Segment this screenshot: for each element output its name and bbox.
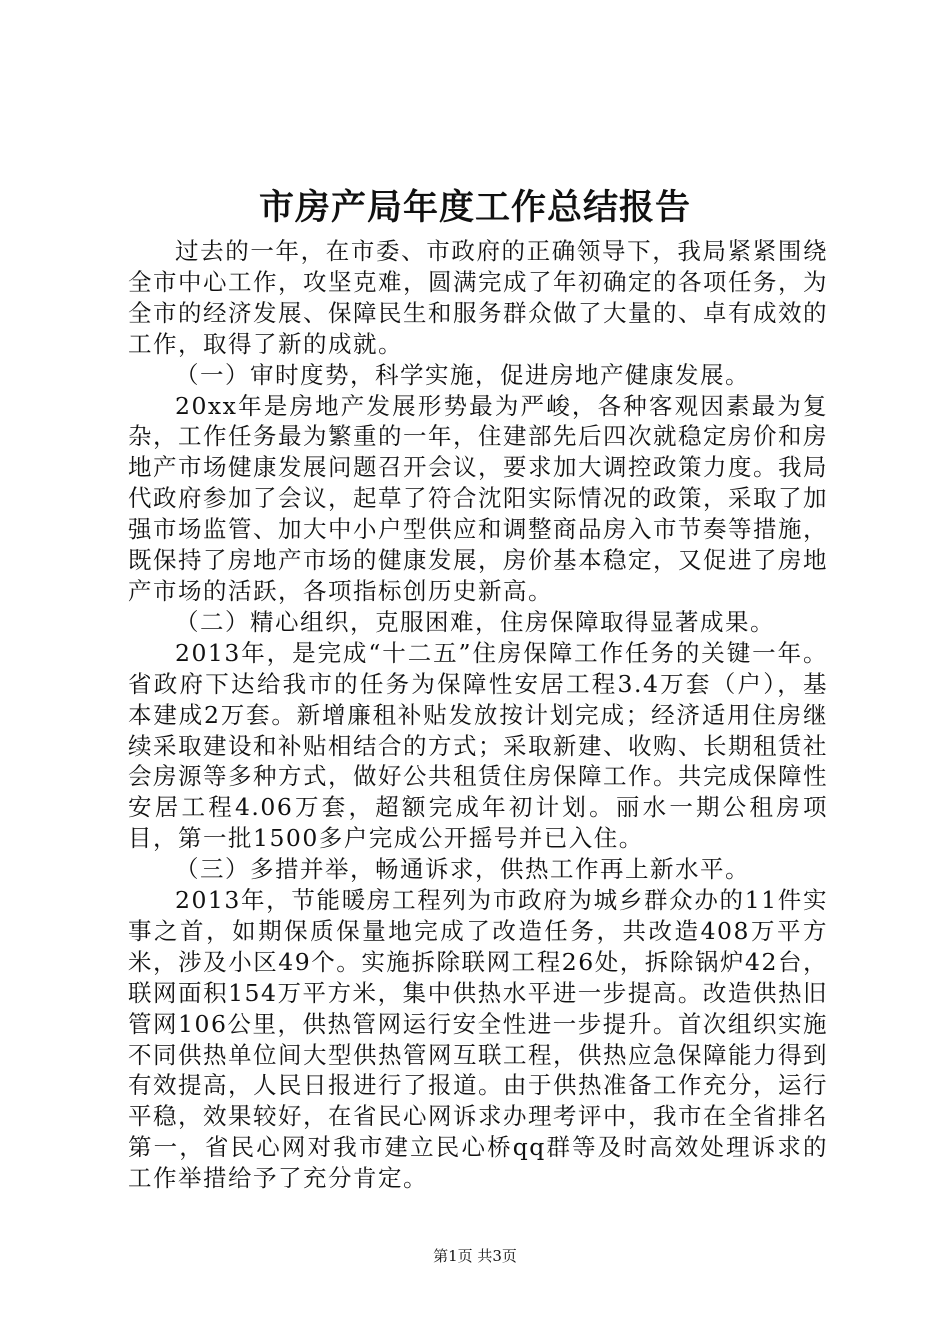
paragraph-real-estate: 20xx年是房地产发展形势最为严峻，各种客观因素最为复杂，工作任务最为繁重的一年，住建部先后四次就稳定房价和房地产市场健康发展问题召开会议，要求加大调控政策力度。我局代政府参加了会议，起草了符合沈阳实际情况的政策，采取了加强市场监管、加大中小户型供应和调整商品房入市节奏等措施，既保持了房地产市场的健康发展，房价基本稳定，又促进了房地产市场的活跃，各项指标创历史新高。 bbox=[128, 391, 828, 605]
section-heading-1: （一）审时度势，科学实施，促进房地产健康发展。 bbox=[175, 360, 750, 389]
paragraph-housing-security: 2013年，是完成“十二五”住房保障工作任务的关键一年。省政府下达给我市的任务为保障性安居工程3.4万套（户），基本建成2万套。新增廉租补贴发放按计划完成；经济适用住房继续采取建设和补贴相结合的方式；采取新建、收购、长期租赁社会房源等多种方式，做好公共租赁住房保障工作。共完成保障性安居工程4.06万套，超额完成年初计划。丽水一期公租房项目，第一批1500多户完成公开摇号并已入住。 bbox=[128, 638, 828, 853]
document-body bbox=[128, 236, 828, 1194]
section-heading-2: （二）精心组织，克服困难，住房保障取得显著成果。 bbox=[175, 607, 775, 636]
document-title: 市房产局年度工作总结报告 bbox=[258, 187, 691, 228]
paragraph-intro: 过去的一年，在市委、市政府的正确领导下，我局紧紧围绕全市中心工作，攻坚克难，圆满完成了年初确定的各项任务，为全市的经济发展、保障民生和服务群众做了大量的、卓有成效的工作，取得了新的成就。 bbox=[128, 237, 828, 358]
page-footer: 第1页 共3页 bbox=[433, 1247, 517, 1265]
section-heading-3: （三）多措并举，畅通诉求，供热工作再上新水平。 bbox=[175, 855, 750, 884]
paragraph-heating: 2013年，节能暖房工程列为市政府为城乡群众办的11件实事之首，如期保质保量地完成了改造任务，共改造408万平方米，涉及小区49个。实施拆除联网工程26处，拆除锅炉42台，联网面积154万平方米，集中供热水平进一步提高。改造供热旧管网106公里，供热管网运行安全性进一步提升。首次组织实施不同供热单位间大型供热管网互联工程，供热应急保障能力得到有效提高，人民日报进行了报道。由于供热准备工作充分，运行平稳，效果较好，在省民心网诉求办理考评中，我市在全省排名第一，省民心网对我市建立民心桥qq群等及时高效处理诉求的工作举措给予了充分肯定。 bbox=[128, 886, 828, 1193]
